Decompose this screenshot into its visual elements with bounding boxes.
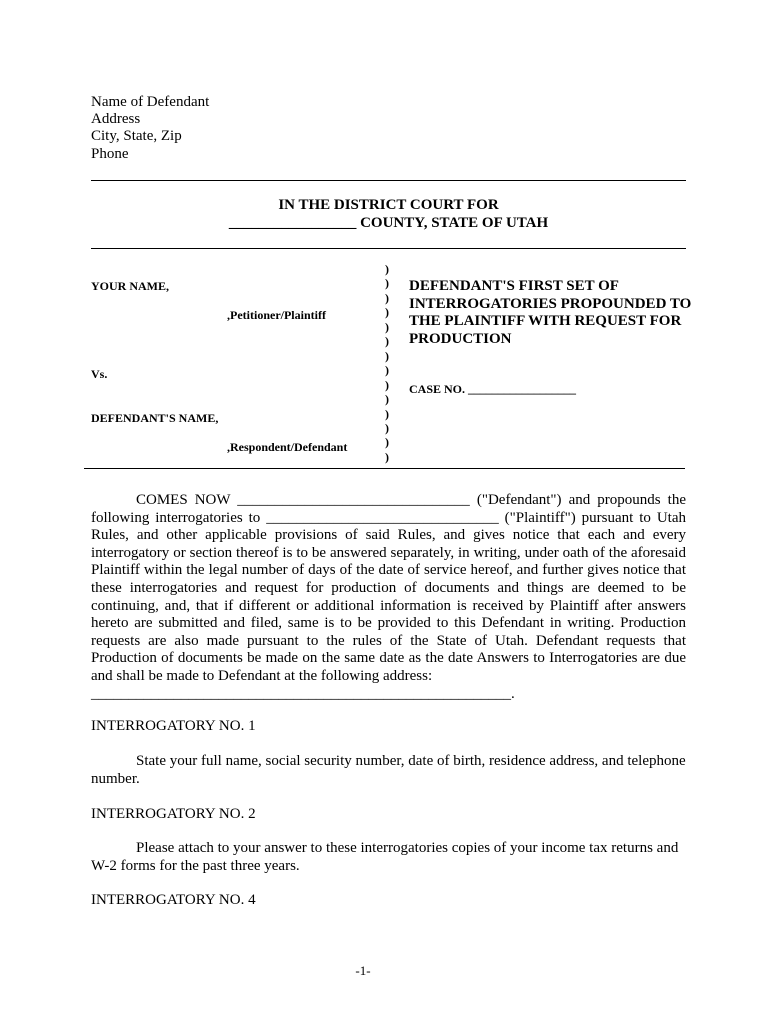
caption-parens: ) ) ) ) ) ) ) ) ) ) ) ) ) ) <box>385 262 389 464</box>
caption-your-name: YOUR NAME, <box>91 279 169 293</box>
phone-line: Phone <box>91 145 129 162</box>
case-number: CASE NO. __________________ <box>409 382 577 396</box>
page-number: -1- <box>355 963 371 978</box>
court-heading <box>91 197 686 232</box>
caption-defendant-name: DEFENDANT'S NAME, <box>91 411 219 425</box>
divider-court <box>91 248 686 249</box>
interrogatory-1-heading: INTERROGATORY NO. 1 <box>91 718 256 734</box>
court-line-2: _________________ COUNTY, STATE OF UTAH <box>228 214 549 231</box>
interrogatory-4-heading: INTERROGATORY NO. 4 <box>91 892 256 908</box>
defendant-name-line: Name of Defendant <box>91 94 210 110</box>
document-title: DEFENDANT'S FIRST SET OF INTERROGATORIES PROPOUNDED TO THE PLAINTIFF WITH REQUEST FOR PRODUCTION <box>409 278 692 348</box>
caption-vs: Vs. <box>91 367 108 381</box>
interrogatory-2-heading: INTERROGATORY NO. 2 <box>91 806 256 822</box>
defendant-header <box>91 94 209 163</box>
intro-paragraph: COMES NOW _______________________________ ("Defendant") and propounds the following interrogatories to _______________________________ ("Plaintiff") pursuant to Utah Rules, and other applicable provisions of said Rules, and gives notice that each and every interrogatory or section thereof is to be answered separately, in writing, under oath of the aforesaid Plaintiff within the legal number of days of the date of service hereof, and further gives notice that these interrogatories and request for production of documents and things are deemed to be continuing, and, that if different or additional information is received by Plaintiff after answers hereto are submitted and filed, same is to be provided to this Defendant in writing. Production requests are also made pursuant to the rules of the State of Utah. Defendant requests that Production of documents be made on the same date as the date Answers to Interrogatories are due and shall be made to Defendant at the following address: <box>91 492 686 684</box>
caption-respondent: ,Respondent/Defendant <box>227 440 348 454</box>
interrogatory-2-text: Please attach to your answer to these interrogatories copies of your income tax returns and W-2 forms for the past three years. <box>91 840 679 874</box>
interrogatory-1-text: State your full name, social security number, date of birth, residence address, and telephone number. <box>91 753 686 787</box>
caption-petitioner: ,Petitioner/Plaintiff <box>227 308 326 322</box>
court-line-1: IN THE DISTRICT COURT FOR <box>278 197 499 213</box>
divider-top <box>91 180 686 181</box>
city-state-zip-line: City, State, Zip <box>91 128 182 145</box>
divider-caption <box>84 468 685 469</box>
address-line: Address <box>91 111 141 128</box>
address-blank-line: ________________________________________________________. <box>91 686 515 702</box>
